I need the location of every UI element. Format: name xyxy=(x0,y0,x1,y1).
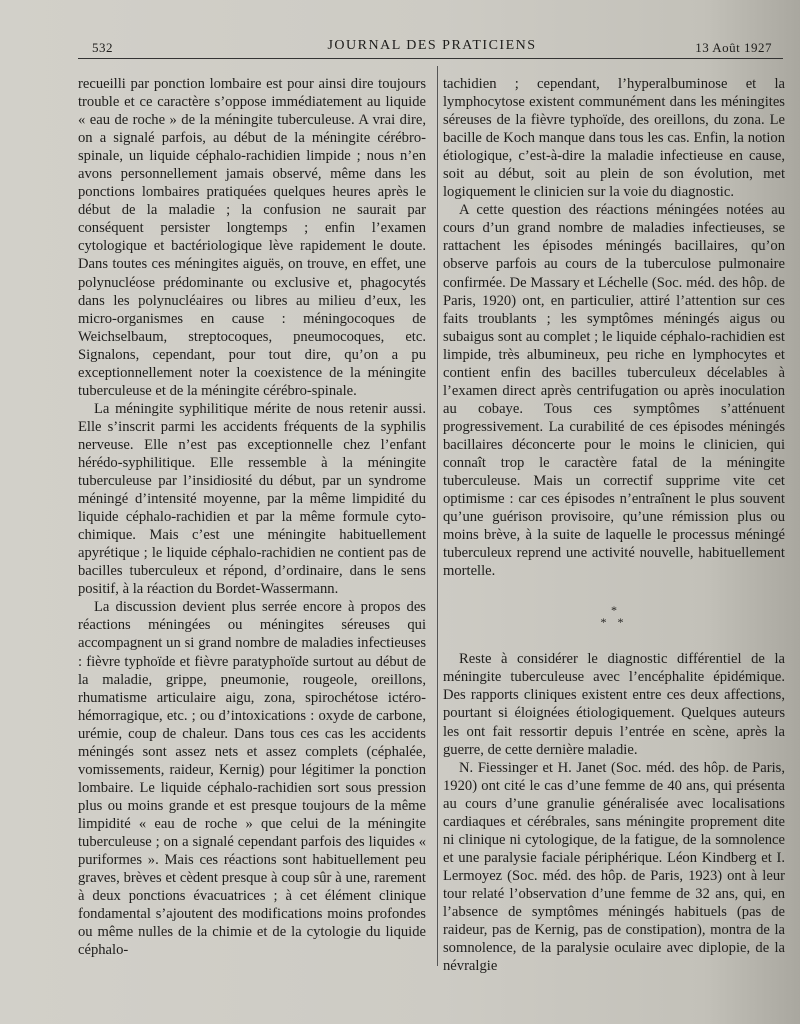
running-header xyxy=(92,36,772,58)
paragraph: N. Fiessinger et H. Janet (Soc. méd. des hôp. de Paris, 1920) ont cité le cas d’une femme de 40 ans, qui présenta au cours d’une granulie généralisée avec localisations cardiaques et cérébrales, sans méningite proprement dite ni clinique ni cytologique, de la fatigue, de la somnolence et une paralysie faciale périphérique. Léon Kindberg et I. Lermoyez (Soc. méd. des hôp. de Paris, 1923) ont à leur tour relaté l’observation d’une femme de 32 ans, qui, en l’absence de symptômes méningés habituels (pas de raideur, pas de Kernig, pas de constipation), montra de la somnolence, de la paralysie oculaire avec diplopie, de la névralgie xyxy=(443,759,785,975)
asterism-bottom: * * xyxy=(600,615,628,630)
paragraph: recueilli par ponction lombaire est pour ainsi dire toujours trouble et ce caractère s’oppose immédiatement au liquide « eau de roche » de la méningite tuberculeuse. A vrai dire, on a signalé parfois, au début de la méningite cérébro-spinale, un liquide céphalo-rachidien limpide ; nous n’en avons personnellement jamais observé, même dans les ponctions lombaires pratiquées quelques heures après le début de la maladie ; la confusion ne saurait par conséquent persister longtemps ; enfin l’examen cytologique et bactériologique lève rapidement le doute. Dans toutes ces méningites aiguës, on trouve, en effet, une polynucléose prédominante ou exclusive et, phagocytés dans les polynucléaires ou libres au milieu d’eux, les micro-organismes en cause : méningocoques de Weichselbaum, streptocoques, pneumocoques, etc. Signalons, cependant, pour tout dire, qu’on a pu exceptionnellement noter la coexistence de la méningite tuberculeuse et de la méningite cérébro-spinale. xyxy=(78,76,426,399)
paragraph: tachidien ; cependant, l’hyperalbuminose et la lymphocytose existent communément dans les méningites séreuses de la fièvre typhoïde, des oreillons, du zona. Le bacille de Koch manque dans tous les cas. Enfin, la notion étiologique, c’est-à-dire la maladie infectieuse en cause, soit au début, soit au plein de son évolution, met logiquement le clinicien sur la voie du diagnostic. xyxy=(443,76,785,201)
asterism-top: * xyxy=(611,603,617,618)
page-number: 532 xyxy=(92,40,113,55)
issue-date: 13 Août 1927 xyxy=(695,40,772,55)
section-break-asterism xyxy=(443,604,785,628)
paragraph: Reste à considérer le diagnostic différentiel de la méningite tuberculeuse avec l’encéphalite épidémique. Des rapports cliniques existent entre ces deux affections, pourtant si éloignées étiologiquement. Quelques auteurs les ont fait ressortir depuis l’entrée en scène, après la guerre, de cette dernière maladie. xyxy=(443,651,785,758)
right-column xyxy=(443,75,785,975)
paragraph: La discussion devient plus serrée encore à propos des réactions méningées ou méningites séreuses qui accompagnent un si grand nombre de maladies infectieuses : fièvre typhoïde et fièvre paratyphoïde surtout au début de la maladie, grippe, pneumonie, rougeole, oreillons, rhumatisme articulaire aigu, zona, spirochétose ictéro-hémorragique, etc. ; ou d’intoxications : oxyde de carbone, urémie, coup de chaleur. Dans tous ces cas les accidents méningés sont assez nets et assez complets (céphalée, vomissements, raideur, Kernig) pour légitimer la ponction lombaire. Le liquide céphalo-rachidien sort sous pression plus ou moins grande et est presque toujours de la même limpidité « eau de roche » que celui de la méningite tuberculeuse ; on a signalé cependant parfois des liquides « puriformes ». Mais ces réactions sont habituellement peu graves, brèves et cèdent presque à coup sûr à une, rarement à deux ponctions évacuatrices ; à cet élément clinique fondamental s’ajoutent des modifications moins profondes ou même nulles de la chimie et de la cytologie du liquide céphalo- xyxy=(78,599,426,959)
header-rule xyxy=(78,58,783,59)
left-column xyxy=(78,75,426,959)
paragraph: La méningite syphilitique mérite de nous retenir aussi. Elle s’inscrit parmi les accidents fréquents de la syphilis nerveuse. Elle n’est pas exceptionnelle chez l’enfant hérédo-syphilitique. Elle ressemble à la méningite tuberculeuse par l’insidiosité du début, par un syndrome méningé d’intensité moyenne, par la même limpidité du liquide céphalo-rachidien et par la même formule cyto-chimique. Mais c’est une méningite habituellement apyrétique ; le liquide céphalo-rachidien ne contient pas de bacilles tuberculeux et répond, d’ordinaire, dans le sens positif, à la réaction du Bordet-Wassermann. xyxy=(78,400,426,598)
journal-title: JOURNAL DES PRATICIENS xyxy=(327,38,537,53)
paragraph: A cette question des réactions méningées notées au cours d’un grand nombre de maladies infectieuses, se rattachent les épisodes méningés bacillaires, qu’on observe parfois au cours de la tuberculose pulmonaire confirmée. De Massary et Léchelle (Soc. méd. des hôp. de Paris, 1920) ont, en particulier, attiré l’attention sur ces faits troublants ; les symptômes méningés aigus ou subaigus sont au complet ; le liquide céphalo-rachidien est limpide, très albumineux, peu riche en lymphocytes et contient enfin des bacilles tuberculeux décelables à l’examen direct après centrifugation ou après inoculation au cobaye. Tous ces symptômes s’atténuent progressivement. La curabilité de ces épisodes méningés bacillaires déconcerte pour le moins le clinicien, qui connaît trop le caractère fatal de la méningite tuberculeuse. Mais un correctif supprime vite cet optimisme : car ces épisodes n’entraînent le plus souvent qu’une guérison provisoire, qu’une rémission plus ou moins brève, à la suite de laquelle le processus méningé tuberculeux reprend une activité nouvelle, habituellement mortelle. xyxy=(443,202,785,580)
column-divider xyxy=(437,66,438,966)
